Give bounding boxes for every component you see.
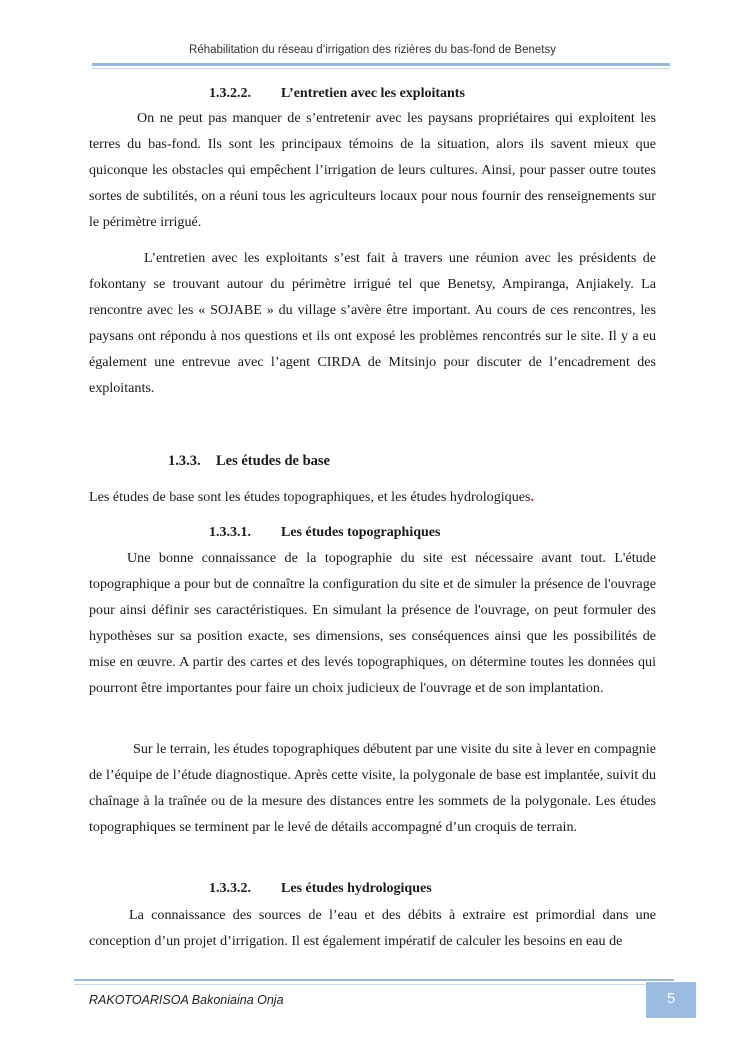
running-header-title: Réhabilitation du réseau d’irrigation des rizières du bas-fond de Benetsy — [189, 44, 556, 56]
header-rule — [92, 63, 670, 66]
heading-title: Les études hydrologiques — [281, 881, 432, 896]
paragraph: On ne peut pas manquer de s’entretenir avec les paysans propriétaires qui exploitent les terres du bas-fond. Ils sont les principaux témoins de la situation, alors ils savent mieux que quiconque les obstacles qui empêchent l’irrigation de leurs cultures. Ainsi, pour passer outre toutes sortes de subtilités, on a réuni tous les agriculteurs locaux pour nous fournir des renseignements sur le périmètre irrigué. — [89, 110, 656, 230]
paragraph-intro — [89, 484, 656, 510]
intro-text: Les études de base sont les études topographiques, et les études hydrologiques — [89, 489, 531, 505]
heading-1322 — [209, 86, 609, 102]
heading-title: Les études de base — [216, 453, 330, 469]
intro-period: . — [530, 489, 535, 505]
page-number: 5 — [646, 982, 696, 1018]
heading-number: 1.3.3. — [168, 453, 201, 469]
heading-1331 — [209, 525, 609, 541]
paragraph: L’entretien avec les exploitants s’est fait à travers une réunion avec les présidents de fokontany se trouvant autour du périmètre irrigué tel que Benetsy, Ampiranga, Anjiakely. La rencontre avec les « SOJABE » du village s’avère être important. Au cours de ces rencontres, les paysans ont répondu à nos questions et ils ont exposé les problèmes rencontrés sur le site. Il y a eu également une entrevue avec l’agent CIRDA de Mitsinjo pour discuter de l’encadrement des exploitants. — [89, 250, 656, 396]
paragraph: La connaissance des sources de l’eau et des débits à extraire est primordial dans une conception d’un projet d’irrigation. Il est également impératif de calculer les besoins en eau de — [89, 907, 656, 949]
footer-rule — [74, 979, 674, 981]
heading-title: L’entretien avec les exploitants — [281, 86, 465, 101]
heading-number: 1.3.2.2. — [209, 86, 251, 101]
paragraph: Sur le terrain, les études topographiques débutent par une visite du site à lever en compagnie de l’équipe de l’étude diagnostique. Après cette visite, la polygonale de base est implantée, suivit du chaînage à la traînée ou de la mesure des distances entre les sommets de la polygonale. Les études topographiques se terminent par le levé de détails accompagné d’un croquis de terrain. — [89, 741, 656, 835]
header-rule-thin — [92, 68, 670, 69]
paragraph: Une bonne connaissance de la topographie du site est nécessaire avant tout. L'étude topographique a pour but de connaître la configuration du site et de simuler la présence de l'ouvrage pour ainsi définir ses caractéristiques. En simulant la présence de l'ouvrage, on peut formuler des hypothèses sur sa position exacte, ses dimensions, ses conséquences ainsi que les possibilités de mise en œuvre. A partir des cartes et des levés topographiques, on détermine toutes les données qui pourront être importantes pour faire un choix judicieux de l'ouvrage et de son implantation. — [89, 550, 656, 696]
heading-number: 1.3.3.2. — [209, 881, 251, 896]
heading-133 — [168, 453, 568, 470]
heading-number: 1.3.3.1. — [209, 525, 251, 540]
heading-1332 — [209, 881, 609, 897]
footer-rule-thin — [74, 984, 646, 985]
footer-author: RAKOTOARISOA Bakoniaina Onja — [89, 993, 284, 1007]
heading-title: Les études topographiques — [281, 525, 441, 540]
